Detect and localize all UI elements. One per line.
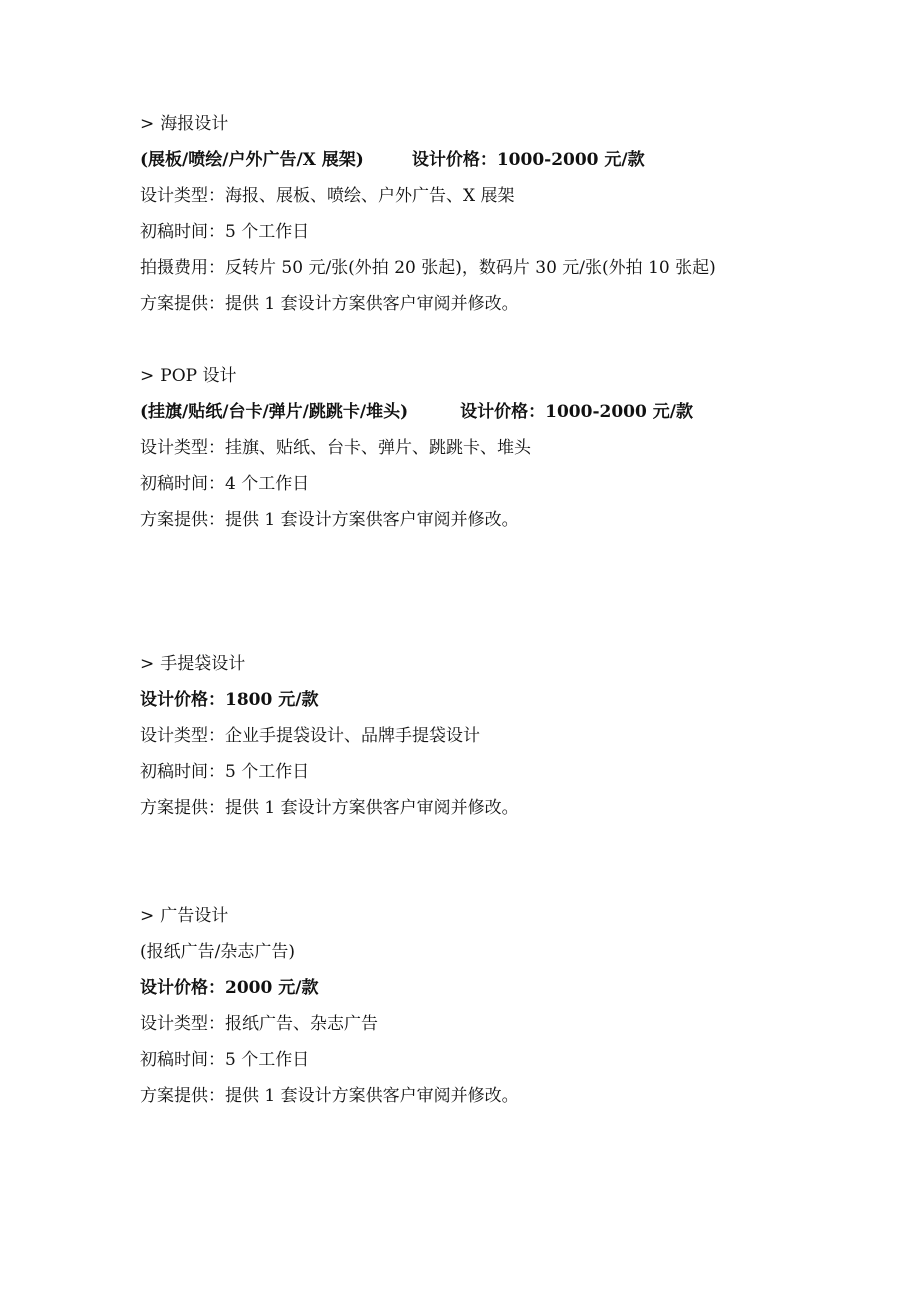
section-heading-text: 手提袋设计 [160,654,246,674]
poster-design-proposal: 方案提供：提供 1 套设计方案供客户审阅并修改。 [140,294,519,314]
bag-design-type: 设计类型：企业手提袋设计、品牌手提袋设计 [140,726,480,746]
ad-design-draft-time: 初稿时间：5 个工作日 [140,1050,310,1070]
pop-design-proposal: 方案提供：提供 1 套设计方案供客户审阅并修改。 [140,510,519,530]
pop-design-draft-time: 初稿时间：4 个工作日 [140,474,310,494]
bag-design-proposal: 方案提供：提供 1 套设计方案供客户审阅并修改。 [140,798,519,818]
section-heading-text: 海报设计 [160,114,229,134]
ad-design-proposal: 方案提供：提供 1 套设计方案供客户审阅并修改。 [140,1086,519,1106]
chevron-right-icon: > [140,114,155,134]
section-heading-text: 广告设计 [160,906,229,926]
section-subtitle: (挂旗/贴纸/台卡/弹片/跳跳卡/堆头) [140,402,409,422]
ad-design-type: 设计类型：报纸广告、杂志广告 [140,1014,378,1034]
section-heading-text: POP 设计 [160,366,237,386]
bag-design-price: 设计价格：1800 元/款 [140,690,319,710]
chevron-right-icon: > [140,654,155,674]
section-price: 设计价格：1000-2000 元/款 [460,402,693,422]
bag-design-draft-time: 初稿时间：5 个工作日 [140,762,310,782]
poster-design-subtitle-row [140,149,645,171]
pop-design-subtitle-row [140,401,693,423]
poster-design-photo-fee: 拍摄费用：反转片 50 元/张(外拍 20 张起)，数码片 30 元/张(外拍 10 张起) [140,258,716,278]
chevron-right-icon: > [140,906,155,926]
poster-design-heading [140,113,228,135]
poster-design-type: 设计类型：海报、展板、喷绘、户外广告、X 展架 [140,186,515,206]
chevron-right-icon: > [140,366,155,386]
ad-design-subtitle: (报纸广告/杂志广告) [140,942,295,962]
pop-design-heading [140,365,236,387]
pop-design-type: 设计类型：挂旗、贴纸、台卡、弹片、跳跳卡、堆头 [140,438,531,458]
section-price: 设计价格：1000-2000 元/款 [411,150,645,170]
section-subtitle: (展板/喷绘/户外广告/X 展架) [140,150,364,170]
ad-design-heading [140,905,228,927]
ad-design-price: 设计价格：2000 元/款 [140,978,319,998]
bag-design-heading [140,653,245,675]
poster-design-draft-time: 初稿时间：5 个工作日 [140,222,310,242]
